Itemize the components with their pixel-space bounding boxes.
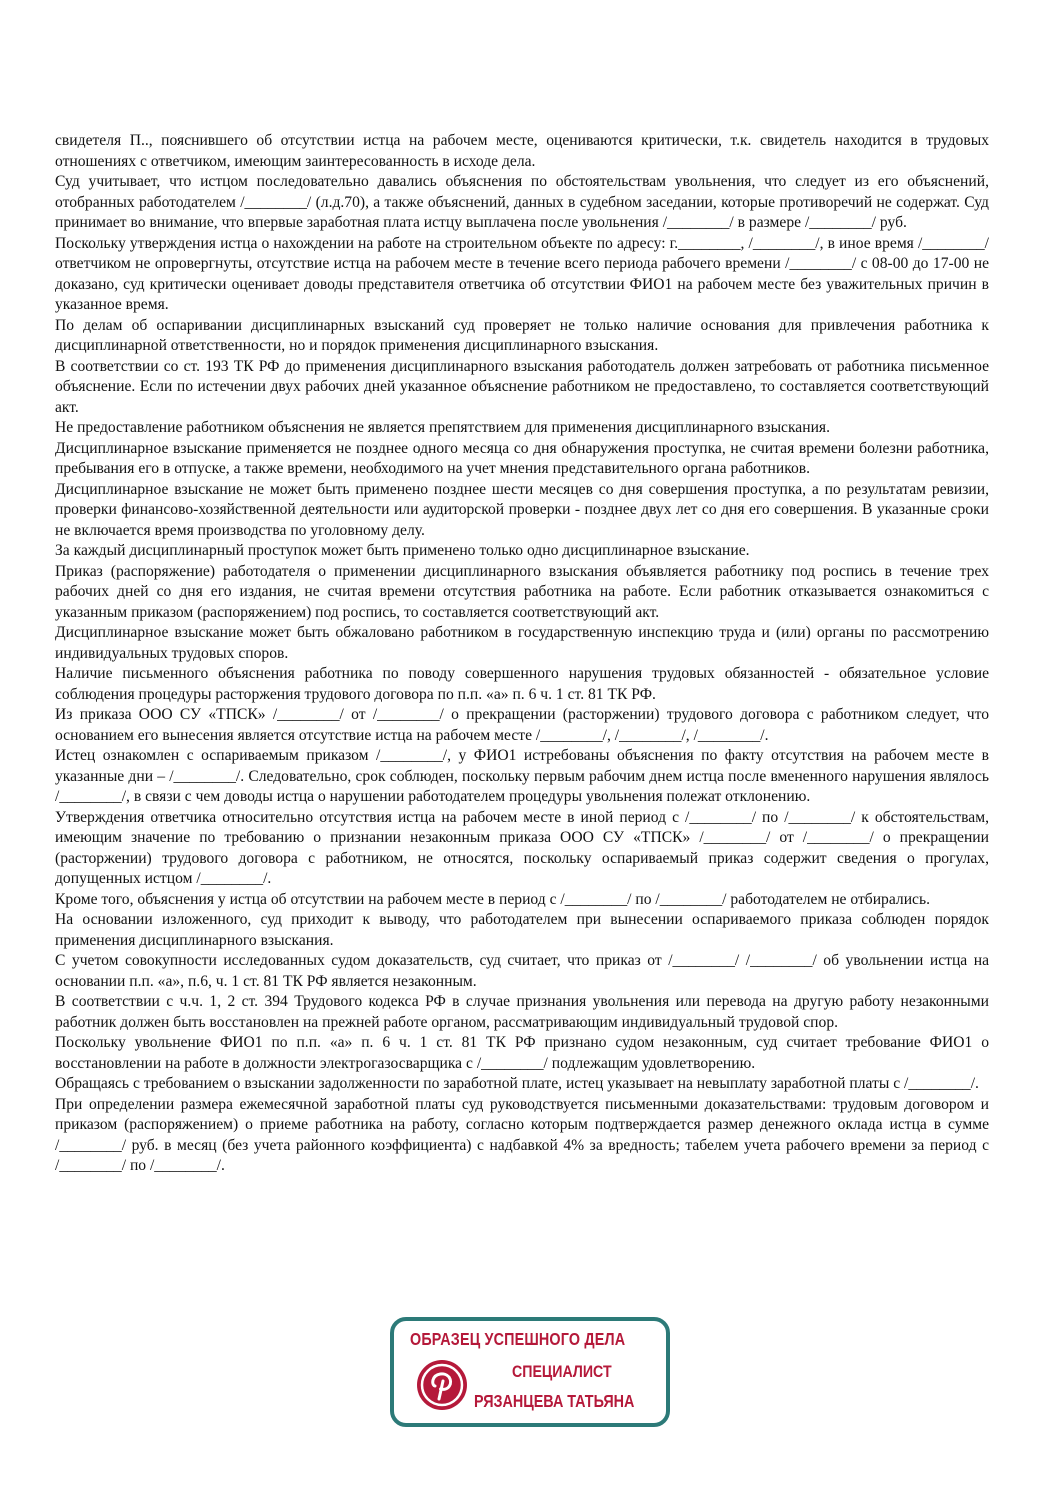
paragraph: свидетеля П.., пояснившего об отсутствии истца на рабочем месте, оцениваются критически, т.к. свидетель находится в трудовых отношениях с ответчиком, имеющим заинтересованность в исходе дела. — [55, 132, 989, 170]
stamp-role: СПЕЦИАЛИСТ — [512, 1363, 612, 1381]
paragraph: Поскольку увольнение ФИО1 по п.п. «а» п. 6 ч. 1 ст. 81 ТК РФ признано судом незаконным, суд считает требование ФИО1 о восстановлении на работе в должности электрогазосварщика с /________/ подлежащим удовлетворению. — [55, 1034, 989, 1072]
paragraph: С учетом совокупности исследованных судом доказательств, суд считает, что приказ от /________/ /________/ об увольнении истца на основании п.п. «а», п.6, ч. 1 ст. 81 ТК РФ является незаконным. — [55, 952, 989, 990]
paragraph: Кроме того, объяснения у истца об отсутствии на рабочем месте в период с /________/ по /________/ работодателем не отбирались. — [55, 890, 930, 908]
paragraph: Поскольку утверждения истца о нахождении на работе на строительном объекте по адресу: г.________, /________/, в иное время /________/ ответчиком не опровергнуты, отсутствие истца на рабочем месте в течение всего периода рабочего времени /________/ с 08-00 до 17-00 не доказано, суд критически оценивает доводы представителя ответчика об отсутствии ФИО1 на рабочем месте без уважительных причин в указанное время. — [55, 234, 989, 313]
paragraph: Обращаясь с требованием о взыскании задолженности по заработной плате, истец указывает на невыплату заработной платы с /________/. — [55, 1075, 979, 1092]
document-body — [55, 131, 989, 1177]
pinterest-icon — [416, 1359, 468, 1411]
paragraph: В соответствии со ст. 193 ТК РФ до применения дисциплинарного взыскания работодатель должен затребовать от работника письменное объяснение. Если по истечении двух рабочих дней указанное объяснение работником не предоставлено, то составляется соответствующий акт. — [55, 357, 989, 416]
stamp-title: ОБРАЗЕЦ УСПЕШНОГО ДЕЛА — [410, 1329, 626, 1349]
paragraph: Из приказа ООО СУ «ТПСК» /________/ от /________/ о прекращении (расторжении) трудового договора с работником следует, что основанием его вынесения является отсутствие истца на рабочем месте /________/, /________/, /________/. — [55, 706, 989, 744]
watermark-stamp — [390, 1317, 670, 1427]
paragraph: Наличие письменного объяснения работника по поводу совершенного нарушения трудовых обязанностей - обязательное условие соблюдения процедуры расторжения трудового договора по п.п. «а» п. 6 ч. 1 ст. 81 ТК РФ. — [55, 665, 989, 703]
paragraph: Дисциплинарное взыскание может быть обжаловано работником в государственную инспекцию труда и (или) органы по рассмотрению индивидуальных трудовых споров. — [55, 624, 989, 662]
paragraph: Приказ (распоряжение) работодателя о применении дисциплинарного взыскания объявляется работнику под роспись в течение трех рабочих дней со дня его издания, не считая времени отсутствия работника на работе. Если работник отказывается ознакомиться с указанным приказом (распоряжением) под роспись, то составляется соответствующий акт. — [55, 562, 989, 621]
paragraph: При определении размера ежемесячной заработной платы суд руководствуется письменными доказательствами: трудовым договором и приказом (распоряжением) о приеме работника на работу, согласно которым подтверждается размер денежного оклада истца в сумме /________/ руб. в месяц (без учета районного коэффициента) с надбавкой 4% за вредность; табелем учета рабочего времени за период с /________/ по /________/. — [55, 1095, 989, 1174]
paragraph: Суд учитывает, что истцом последовательно давались объяснения по обстоятельствам увольнения, что следует из его объяснений, отобранных работодателем /________/ (л.д.70), а также объяснений, данных в судебном заседании, которые противоречий не содержат. Суд принимает во внимание, что впервые заработная плата истцу выплачена после увольнения /________/ в размере /________/ руб. — [55, 173, 989, 231]
paragraph: На основании изложенного, суд приходит к выводу, что работодателем при вынесении оспариваемого приказа соблюден порядок применения дисциплинарного взыскания. — [55, 911, 989, 949]
paragraph: За каждый дисциплинарный проступок может быть применено только одно дисциплинарное взыскание. — [55, 542, 750, 559]
paragraph: Дисциплинарное взыскание не может быть применено позднее шести месяцев со дня совершения проступка, а по результатам ревизии, проверки финансово-хозяйственной деятельности или аудиторской проверки - позднее двух лет со дня его совершения. В указанные сроки не включается время производства по уголовному делу. — [55, 480, 989, 539]
stamp-author: РЯЗАНЦЕВА ТАТЬЯНА — [474, 1391, 635, 1411]
paragraph: Не предоставление работником объяснения не является препятствием для применения дисциплинарного взыскания. — [55, 419, 830, 436]
paragraph: В соответствии с ч.ч. 1, 2 ст. 394 Трудового кодекса РФ в случае признания увольнения или перевода на другую работу незаконными работник должен быть восстановлен на прежней работе органом, рассматривающим индивидуальный трудовой спор. — [55, 993, 989, 1031]
paragraph: Истец ознакомлен с оспариваемым приказом /________/, у ФИО1 истребованы объяснения по факту отсутствия на рабочем месте в указанные дни – /________/. Следовательно, срок соблюден, поскольку первым рабочим днем истца после вмененного нарушения являлось /________/, в связи с чем доводы истца о нарушении работодателем процедуры увольнения полежат отклонению. — [55, 747, 989, 805]
paragraph: По делам об оспаривании дисциплинарных взысканий суд проверяет не только наличие основания для привлечения работника к дисциплинарной ответственности, но и порядок применения дисциплинарного взыскания. — [55, 316, 989, 354]
paragraph: Дисциплинарное взыскание применяется не позднее одного месяца со дня обнаружения проступка, не считая времени болезни работника, пребывания его в отпуске, а также времени, необходимого на учет мнения представительного органа работников. — [55, 439, 989, 477]
paragraph: Утверждения ответчика относительно отсутствия истца на рабочем месте в иной период с /________/ по /________/ к обстоятельствам, имеющим значение по требованию о признании незаконным приказа ООО СУ «ТПСК» /________/ от /________/ о прекращении (расторжении) трудового договора с работником, не относятся, поскольку оспариваемый приказ содержит сведения о прогулах, допущенных истцом /________/. — [55, 808, 989, 887]
